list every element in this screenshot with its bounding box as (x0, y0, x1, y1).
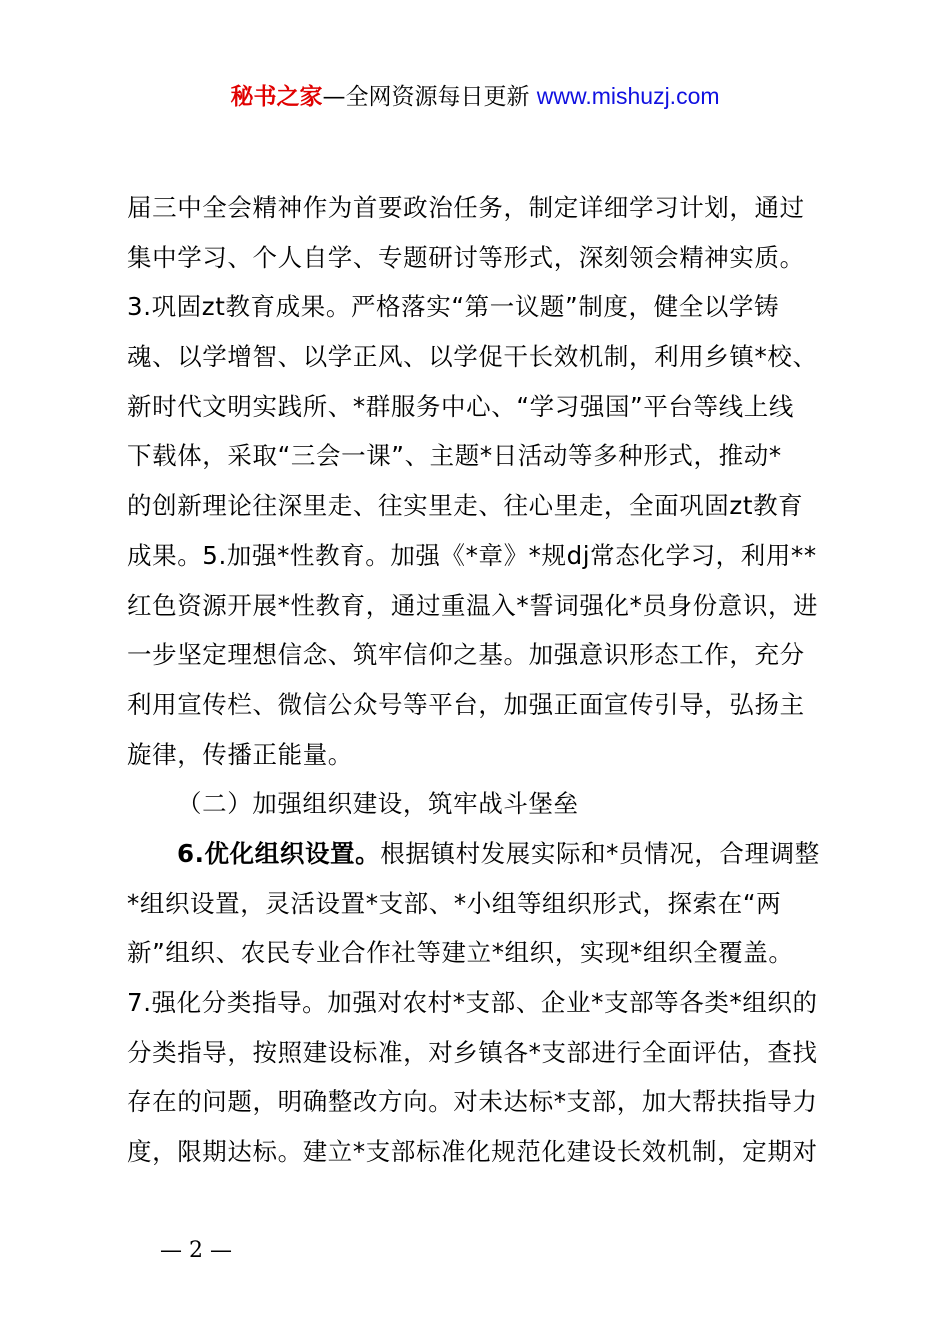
body-line: 红色资源开展*性教育，通过重温入*誓词强化*员身份意识，进 (127, 590, 819, 620)
body-line: 届三中全会精神作为首要政治任务，制定详细学习计划，通过 (127, 193, 805, 222)
body-line: 分类指导，按照建设标准，对乡镇各*支部进行全面评估，查找 (127, 1037, 818, 1067)
body-line: *组织设置，灵活设置*支部、*小组等组织形式，探索在“两 (127, 888, 782, 918)
body-line: 的创新理论往深里走、往实里走、往心里走，全面巩固zt教育 (127, 491, 804, 521)
body-line: 旋律，传播正能量。 (127, 739, 353, 769)
document-body (127, 183, 847, 1177)
body-line: 7.强化分类指导。加强对农村*支部、企业*支部等各类*组织的 (127, 988, 818, 1017)
body-line: 利用宣传栏、微信公众号等平台，加强正面宣传引导，弘扬主 (127, 689, 805, 719)
banner-tagline: —全网资源每日更新 (322, 84, 530, 110)
body-line: 成果。5.加强*性教育。加强《*章》*规dj常态化学习，利用** (127, 540, 817, 570)
body-line: 集中学习、个人自学、专题研讨等形式，深刻领会精神实质。 (127, 242, 805, 272)
body-line: 一步坚定理想信念、筑牢信仰之基。加强意识形态工作，充分 (127, 640, 805, 670)
page-number: — 2 — (160, 1238, 232, 1263)
body-line (127, 829, 847, 879)
body-line: 下载体，采取“三会一课”、主题*日活动等多种形式，推动* (127, 441, 782, 471)
body-line: 新时代文明实践所、*群服务中心、“学习强国”平台等线上线 (127, 391, 794, 421)
site-banner (0, 80, 950, 113)
body-line: 新”组织、农民专业合作社等建立*组织，实现*组织全覆盖。 (127, 938, 794, 968)
section-heading: （二）加强组织建设，筑牢战斗堡垒 (177, 789, 579, 819)
body-line: 度，限期达标。建立*支部标准化规范化建设长效机制，定期对 (127, 1137, 818, 1167)
item-text: 根据镇村发展实际和*员情况，合理调整 (380, 838, 820, 868)
body-line: 存在的问题，明确整改方向。对未达标*支部，加大帮扶指导力 (127, 1087, 818, 1117)
brand-name: 秘书之家 (230, 84, 323, 110)
item-title: 6.优化组织设置。 (177, 838, 381, 868)
body-line: 3.巩固zt教育成果。严格落实“第一议题”制度，健全以学铸 (127, 292, 780, 322)
site-url-link[interactable]: www.mishuzj.com (536, 83, 720, 109)
body-line: 魂、以学增智、以学正风、以学促干长效机制，利用乡镇*校、 (127, 342, 818, 372)
